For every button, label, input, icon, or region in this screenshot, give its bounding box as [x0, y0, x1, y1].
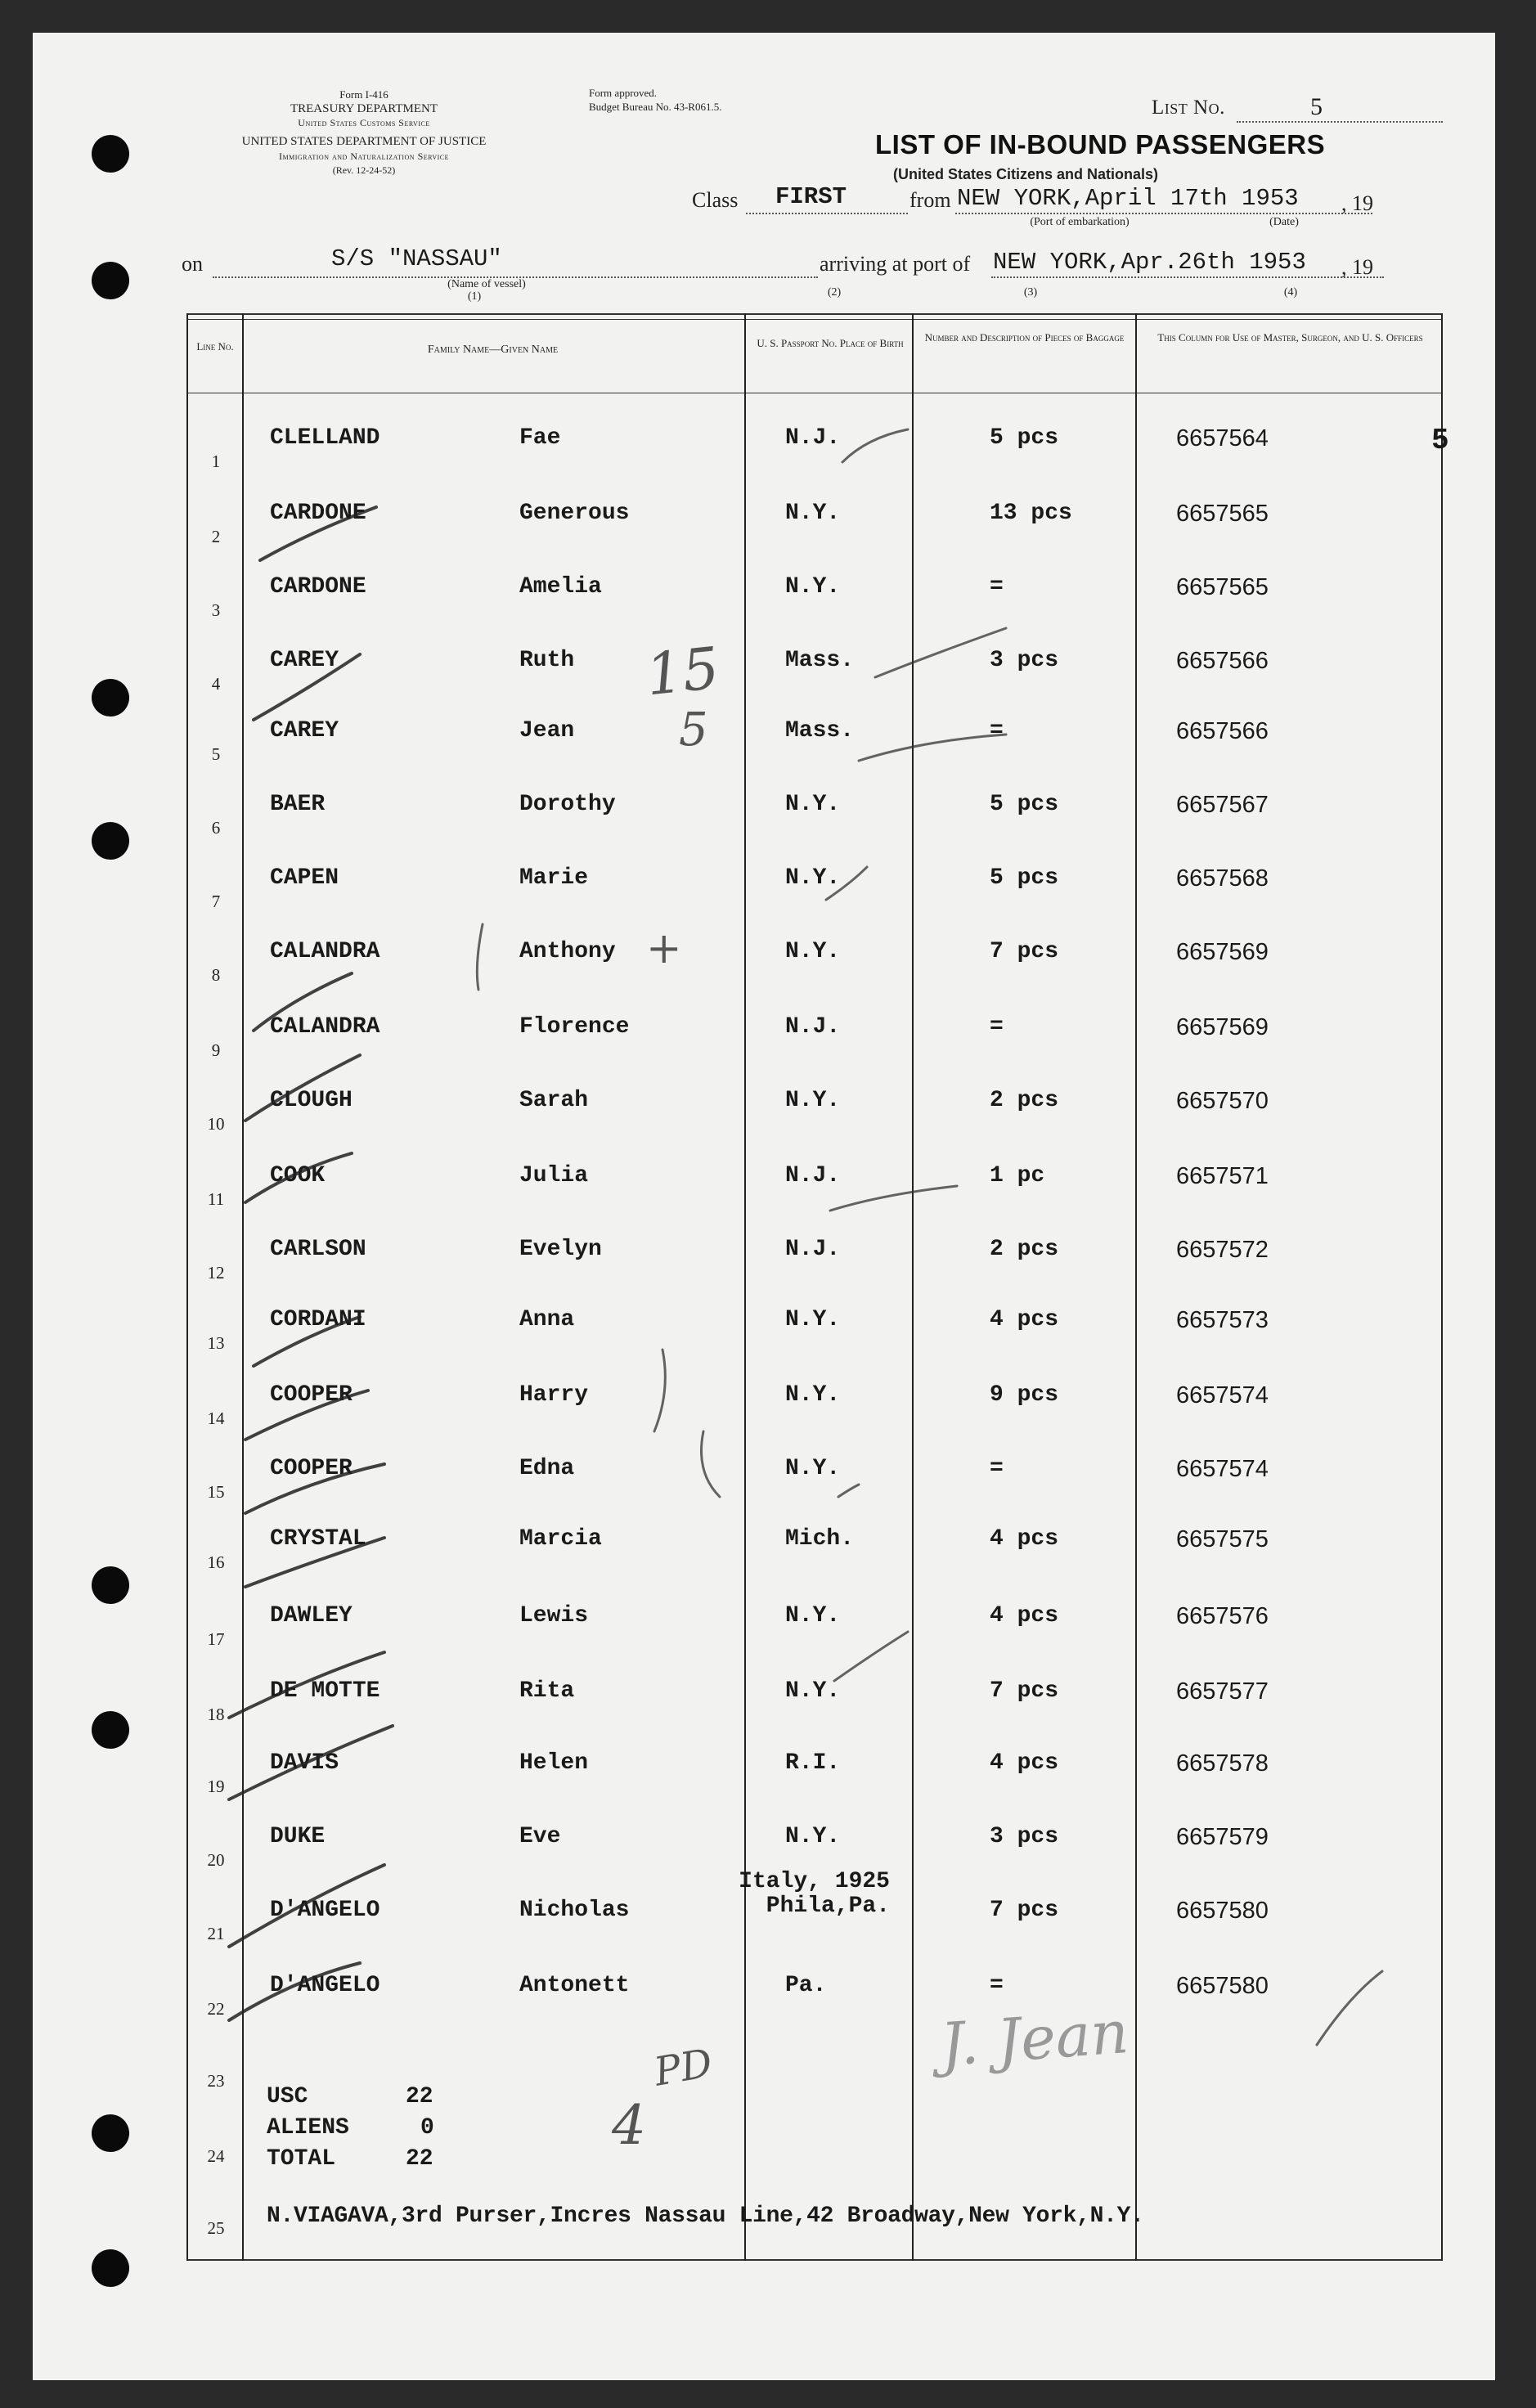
col-header-name: Family Name—Given Name — [427, 344, 559, 356]
family-name: CAREY — [270, 718, 339, 744]
family-name: CARDONE — [270, 501, 366, 526]
column-number-1: (1) — [467, 290, 482, 303]
table-bottom-border — [186, 2259, 1442, 2261]
family-name: CAPEN — [270, 865, 339, 891]
place-of-birth: Mass. — [785, 648, 855, 673]
col-header-baggage: Number and Description of Pieces of Baggage — [924, 331, 1125, 344]
line-number: 19 — [207, 1777, 225, 1796]
baggage: 4 pcs — [990, 1307, 1059, 1332]
line-number: 18 — [207, 1705, 225, 1724]
place-of-birth: N.Y. — [785, 1678, 841, 1704]
family-name: CARDONE — [270, 574, 366, 600]
given-name: Amelia — [519, 574, 602, 600]
family-name: DAWLEY — [270, 1603, 353, 1629]
customs-service: United States Customs Service — [298, 117, 430, 128]
line-number: 10 — [207, 1114, 225, 1134]
arriving-label: arriving at port of — [820, 252, 971, 276]
place-of-birth: N.Y. — [785, 1307, 841, 1332]
officer-number: 6657580 — [1176, 1898, 1269, 1924]
handwritten-mark: 5 — [679, 703, 708, 757]
justice-department: UNITED STATES DEPARTMENT OF JUSTICE — [241, 135, 487, 148]
aliens-value: 0 — [420, 2115, 434, 2141]
form-subtitle: (United States Citizens and Nationals) — [893, 166, 1159, 182]
family-name: CLELLAND — [270, 425, 380, 451]
baggage: 3 pcs — [990, 648, 1059, 673]
treasury-department: TREASURY DEPARTMENT — [290, 102, 438, 115]
officer-number: 6657569 — [1176, 1014, 1269, 1040]
family-name: DUKE — [270, 1824, 326, 1849]
date-label: (Date) — [1269, 216, 1299, 228]
baggage: 4 pcs — [990, 1526, 1059, 1552]
punch-hole — [92, 135, 129, 173]
given-name: Sarah — [519, 1088, 589, 1113]
family-name: COOPER — [270, 1382, 353, 1408]
place-of-birth: N.J. — [785, 1237, 841, 1262]
punch-hole — [92, 1711, 129, 1749]
baggage: 1 pc — [990, 1163, 1045, 1188]
given-name: Rita — [519, 1678, 575, 1704]
document-page — [33, 33, 1495, 2380]
baggage: 13 pcs — [990, 501, 1072, 526]
class-line — [746, 213, 908, 214]
from-label: from — [909, 188, 951, 212]
list-no-line — [1237, 121, 1443, 123]
col-header-officers: This Column for Use of Master, Surgeon, and U. S. Officers — [1157, 331, 1423, 344]
family-name: CLOUGH — [270, 1088, 353, 1113]
form-title: LIST OF IN-BOUND PASSENGERS — [875, 129, 1326, 159]
baggage: 5 pcs — [990, 792, 1059, 817]
place-of-birth: N.Y. — [785, 792, 841, 817]
form-approved: Form approved. — [589, 87, 658, 99]
officer-number: 6657566 — [1176, 648, 1269, 674]
given-name: Evelyn — [519, 1237, 602, 1262]
given-name: Helen — [519, 1750, 589, 1776]
baggage: 5 pcs — [990, 865, 1059, 891]
officer-number: 6657574 — [1176, 1456, 1269, 1482]
given-name: Eve — [519, 1824, 561, 1849]
handwritten-mark: 15 — [642, 634, 723, 709]
family-name: DAVIS — [270, 1750, 339, 1776]
place-of-birth: N.Y. — [785, 1603, 841, 1629]
punch-hole — [92, 2249, 129, 2287]
family-name: CAREY — [270, 648, 339, 673]
place-of-birth: N.J. — [785, 1163, 841, 1188]
family-name: CORDANI — [270, 1307, 366, 1332]
line-number: 15 — [207, 1482, 225, 1502]
officer-number: 6657571 — [1176, 1163, 1269, 1189]
punch-hole — [92, 1566, 129, 1604]
year-suffix-2: , 19 — [1341, 255, 1373, 279]
given-name: Jean — [519, 718, 575, 744]
baggage: 7 pcs — [990, 1898, 1059, 1923]
place-of-birth: Mich. — [785, 1526, 855, 1552]
officer-number: 6657575 — [1176, 1526, 1269, 1552]
line-number: 6 — [211, 818, 221, 838]
baggage: 4 pcs — [990, 1603, 1059, 1629]
line-number: 12 — [207, 1263, 225, 1283]
col-divider — [744, 313, 746, 2261]
given-name: Nicholas — [519, 1898, 630, 1923]
line-number: 20 — [207, 1850, 225, 1870]
col-divider — [1441, 313, 1443, 2261]
officer-number: 6657565 — [1176, 501, 1269, 527]
baggage: 7 pcs — [990, 1678, 1059, 1704]
officer-number: 6657574 — [1176, 1382, 1269, 1408]
line-number: 9 — [211, 1040, 221, 1060]
given-name: Marcia — [519, 1526, 602, 1552]
given-name: Generous — [519, 501, 630, 526]
officer-number: 6657567 — [1176, 792, 1269, 818]
year-suffix-1: , 19 — [1341, 191, 1373, 215]
line-number: 4 — [211, 674, 221, 694]
place-of-birth: N.J. — [785, 425, 841, 451]
officer-number: 6657580 — [1176, 1973, 1269, 1999]
revision-date: (Rev. 12-24-52) — [332, 164, 396, 176]
place-of-birth: N.Y. — [785, 1382, 841, 1408]
form-number: Form I-416 — [339, 88, 388, 101]
officer-number: 6657572 — [1176, 1237, 1269, 1263]
place-of-birth: Mass. — [785, 718, 855, 744]
line-number: 1 — [211, 452, 221, 471]
list-no-label: List No. — [1152, 97, 1225, 119]
place-of-birth: N.Y. — [785, 1456, 841, 1481]
line-number: 14 — [207, 1408, 225, 1428]
line-number: 22 — [207, 1999, 225, 2019]
given-name: Harry — [519, 1382, 589, 1408]
given-name: Anthony — [519, 939, 616, 964]
family-name: CARLSON — [270, 1237, 366, 1262]
line-number: 23 — [207, 2071, 225, 2091]
col-divider — [186, 313, 188, 2261]
purser-line: N.VIAGAVA,3rd Purser,Incres Nassau Line,42 Broadway,New York,N.Y. — [267, 2204, 1144, 2229]
family-name: CALANDRA — [270, 1014, 380, 1040]
given-name: Julia — [519, 1163, 589, 1188]
handwritten-mark: PD — [650, 2040, 716, 2096]
baggage: = — [990, 1014, 1004, 1040]
given-name: Fae — [519, 425, 561, 451]
line-number: 25 — [207, 2218, 225, 2238]
handwritten-mark: 4 — [612, 2094, 646, 2157]
port-embarkation-label: (Port of embarkation) — [1030, 216, 1130, 228]
officer-number: 6657578 — [1176, 1750, 1269, 1777]
col-divider — [912, 313, 914, 2261]
usc-label: USC — [267, 2084, 308, 2109]
column-number-4: (4) — [1283, 286, 1298, 299]
place-of-birth: N.Y. — [785, 1088, 841, 1113]
baggage: 5 pcs — [990, 425, 1059, 451]
given-name: Ruth — [519, 648, 575, 673]
line-number: 2 — [211, 527, 221, 546]
place-of-birth: N.Y. — [785, 1824, 841, 1849]
line-number: 11 — [207, 1189, 225, 1209]
officer-number: 6657569 — [1176, 939, 1269, 965]
baggage: 2 pcs — [990, 1237, 1059, 1262]
officer-number: 6657565 — [1176, 574, 1269, 600]
family-name: COOK — [270, 1163, 326, 1188]
line-number: 21 — [207, 1924, 225, 1943]
line-number: 8 — [211, 965, 221, 985]
from-value: NEW YORK,April 17th 1953 — [957, 185, 1299, 212]
officer-number: 6657566 — [1176, 718, 1269, 744]
from-line — [955, 213, 1372, 214]
given-name: Edna — [519, 1456, 575, 1481]
handwritten-mark: + — [646, 924, 682, 973]
budget-bureau: Budget Bureau No. 43-R061.5. — [589, 101, 722, 113]
line-number: 5 — [211, 744, 221, 764]
line-number: 13 — [207, 1333, 225, 1353]
arriving-value: NEW YORK,Apr.26th 1953 — [993, 249, 1306, 276]
total-label: TOTAL — [267, 2146, 336, 2172]
list-no-value: 5 — [1310, 93, 1323, 120]
vessel-label: (Name of vessel) — [447, 278, 526, 290]
place-of-birth: N.Y. — [785, 574, 841, 600]
officer-number: 6657570 — [1176, 1088, 1269, 1114]
family-name: DE MOTTE — [270, 1678, 380, 1704]
column-number-3: (3) — [1023, 286, 1038, 299]
officer-number: 6657564 — [1176, 425, 1269, 452]
family-name: COOPER — [270, 1456, 353, 1481]
baggage: 7 pcs — [990, 939, 1059, 964]
place-of-birth: N.Y. — [785, 939, 841, 964]
place-of-birth: R.I. — [785, 1750, 841, 1776]
punch-hole — [92, 679, 129, 717]
baggage: = — [990, 1973, 1004, 1998]
aliens-label: ALIENS — [267, 2115, 349, 2141]
family-name: D'ANGELO — [270, 1973, 380, 1998]
class-value: FIRST — [775, 183, 847, 210]
baggage: 9 pcs — [990, 1382, 1059, 1408]
class-label: Class — [692, 188, 739, 212]
line-number: 7 — [211, 892, 221, 911]
given-name: Dorothy — [519, 792, 616, 817]
officer-number: 6657573 — [1176, 1307, 1269, 1333]
given-name: Lewis — [519, 1603, 589, 1629]
family-name: D'ANGELO — [270, 1898, 380, 1923]
family-name: CALANDRA — [270, 939, 380, 964]
signature: J. Jean — [938, 1997, 1131, 2079]
on-label: on — [182, 252, 203, 276]
baggage: 2 pcs — [990, 1088, 1059, 1113]
place-of-birth: N.Y. — [785, 501, 841, 526]
line-number: 17 — [207, 1629, 225, 1649]
table-top-border — [186, 313, 1442, 315]
col-header-passport: U. S. Passport No. Place of Birth — [757, 337, 904, 349]
vessel-name: S/S "NASSAU" — [331, 245, 502, 272]
total-value: 22 — [406, 2146, 433, 2172]
place-of-birth: Italy, 1925 Phila,Pa. — [739, 1869, 890, 1919]
col-header-line-no: Line No. — [196, 340, 234, 353]
immigration-service: Immigration and Naturalization Service — [278, 150, 449, 162]
officer-number: 6657577 — [1176, 1678, 1269, 1705]
baggage: 3 pcs — [990, 1824, 1059, 1849]
officer-number: 6657576 — [1176, 1603, 1269, 1629]
family-name: BAER — [270, 792, 326, 817]
given-name: Florence — [519, 1014, 630, 1040]
margin-mark: 5 — [1431, 424, 1449, 457]
family-name: CRYSTAL — [270, 1526, 366, 1552]
line-number: 24 — [207, 2146, 225, 2166]
given-name: Anna — [519, 1307, 575, 1332]
baggage: 4 pcs — [990, 1750, 1059, 1776]
line-number: 3 — [211, 600, 221, 620]
place-of-birth: N.J. — [785, 1014, 841, 1040]
place-of-birth: N.Y. — [785, 865, 841, 891]
col-divider — [1135, 313, 1137, 2261]
arriving-line — [991, 276, 1384, 278]
col-divider — [242, 313, 244, 2261]
column-number-2: (2) — [827, 286, 842, 299]
officer-number: 6657568 — [1176, 865, 1269, 892]
punch-hole — [92, 822, 129, 860]
table-top-border-2 — [186, 319, 1442, 320]
given-name: Marie — [519, 865, 589, 891]
given-name: Antonett — [519, 1973, 630, 1998]
place-of-birth: Pa. — [785, 1973, 827, 1998]
baggage: = — [990, 718, 1004, 744]
baggage: = — [990, 1456, 1004, 1481]
officer-number: 6657579 — [1176, 1824, 1269, 1850]
punch-hole — [92, 2114, 129, 2152]
line-number: 16 — [207, 1552, 225, 1572]
usc-value: 22 — [406, 2084, 433, 2109]
punch-hole — [92, 262, 129, 299]
baggage: = — [990, 574, 1004, 600]
